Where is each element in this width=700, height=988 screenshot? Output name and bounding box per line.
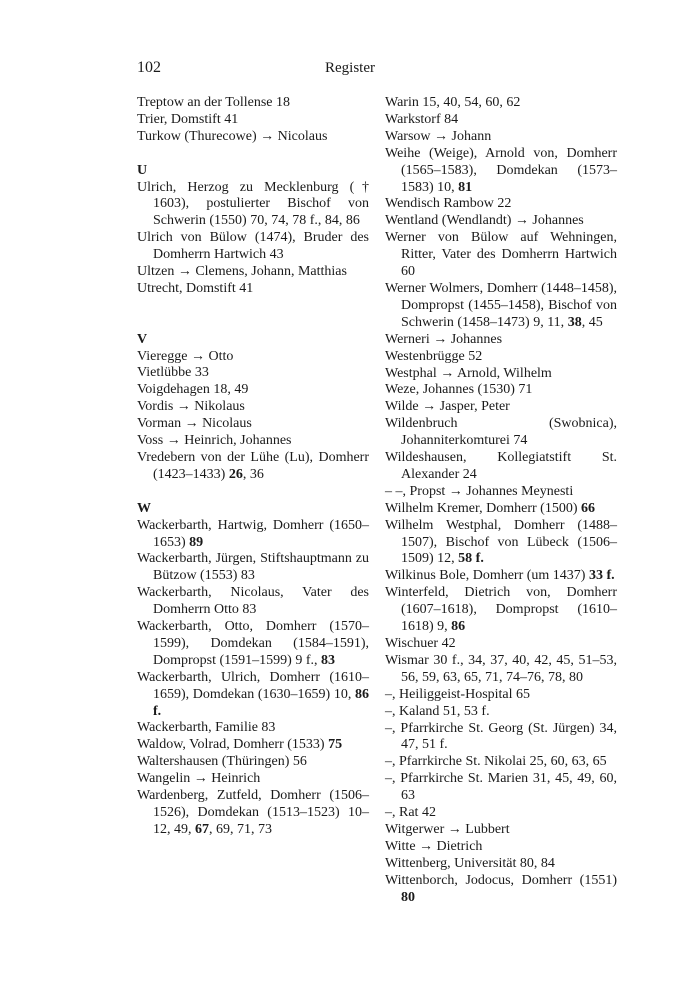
index-entry bbox=[385, 95, 617, 112]
index-entry bbox=[137, 720, 369, 737]
index-entry bbox=[385, 822, 617, 839]
entry-text: Warin 15, 40, 54, 60, 62 bbox=[385, 95, 521, 110]
entry-text: Wentland (Wendlandt) → Johannes bbox=[385, 213, 584, 229]
entry-text: Wittenborch, Jodocus, Domherr (1551) bbox=[385, 872, 617, 888]
index-entry bbox=[385, 856, 617, 873]
index-entry bbox=[137, 281, 369, 298]
entry-page-ref-primary: 26 bbox=[228, 466, 243, 482]
index-entry bbox=[385, 636, 617, 653]
index-entry bbox=[385, 873, 617, 907]
index-entry bbox=[137, 619, 369, 670]
entry-text: Wackerbarth, Familie 83 bbox=[137, 720, 276, 736]
entry-text: Waldow, Volrad, Domherr (1533) bbox=[137, 737, 329, 753]
section-letter-heading: V bbox=[137, 331, 148, 347]
entry-text: Wismar 30 f., 34, 37, 40, 42, 45, 51–53, 56, 59, 63, 65, 71, 74–76, 78, 80 bbox=[385, 652, 617, 685]
entry-text: , 69, 71, 73 bbox=[209, 821, 272, 837]
section-spacer bbox=[137, 298, 369, 315]
entry-text: Warkstorf 84 bbox=[385, 111, 459, 127]
entry-text: Weze, Johannes (1530) 71 bbox=[385, 382, 533, 398]
index-entry bbox=[385, 518, 617, 569]
index-entry bbox=[385, 771, 617, 805]
entry-text: Wangelin → Heinrich bbox=[137, 771, 261, 787]
entry-text: –, Heiliggeist-Hospital 65 bbox=[385, 686, 531, 702]
entry-text: Ulrich von Bülow (1474), Bruder des Domherrn Hartwich 43 bbox=[137, 230, 369, 263]
index-entry bbox=[137, 230, 369, 264]
entry-text: Werner Wolmers, Domherr (1448–1458), Dompropst (1455–1458), Bischof von Schwerin (1458–1473) 9, 11, bbox=[385, 280, 617, 330]
index-entry bbox=[385, 754, 617, 771]
entry-page-ref-primary: 58 f. bbox=[458, 551, 484, 567]
index-entry bbox=[385, 146, 617, 197]
entry-page-ref-primary: 83 bbox=[321, 652, 335, 668]
entry-text: Turkow (Thurecowe) → Nicolaus bbox=[137, 128, 328, 144]
entry-text: Wilkinus Bole, Domherr (um 1437) bbox=[385, 568, 589, 584]
entry-text: Witte → Dietrich bbox=[385, 838, 483, 854]
entry-text: Weihe (Weige), Arnold von, Domherr (1565–1583), Domdekan (1573–1583) 10, bbox=[385, 145, 617, 195]
entry-text: , 45 bbox=[581, 314, 603, 330]
index-entry bbox=[385, 332, 617, 349]
index-entry bbox=[385, 805, 617, 822]
entry-page-ref-primary: 80 bbox=[401, 889, 415, 905]
index-column-left bbox=[137, 95, 369, 839]
index-entry bbox=[385, 568, 617, 585]
page-number: 102 bbox=[137, 59, 161, 76]
entry-page-ref-primary: 38 bbox=[567, 314, 582, 330]
entry-text: Wackerbarth, Hartwig, Domherr (1650–1653) bbox=[137, 517, 369, 550]
entry-text: –, Rat 42 bbox=[385, 805, 436, 821]
entry-page-ref-primary: 33 f. bbox=[588, 568, 615, 584]
index-column-right bbox=[385, 95, 617, 907]
index-entry bbox=[385, 501, 617, 518]
index-entry bbox=[137, 450, 369, 484]
entry-text: Wilhelm Kremer, Domherr (1500) bbox=[385, 500, 581, 516]
entry-text: Ulrich, Herzog zu Mecklenburg († 1603), postulierter Bischof von Schwerin (1550) 70, 74, 78 f., 84, 86 bbox=[137, 179, 369, 229]
index-entry bbox=[385, 129, 617, 146]
entry-page-ref-primary: 67 bbox=[195, 821, 209, 837]
index-entry bbox=[385, 213, 617, 230]
entry-text: Wackerbarth, Nicolaus, Vater des Domherrn Otto 83 bbox=[137, 585, 369, 618]
index-entry bbox=[137, 382, 369, 399]
entry-text: – –, Propst → Johannes Meynesti bbox=[385, 483, 574, 499]
index-entry bbox=[385, 416, 617, 450]
index-entry bbox=[137, 416, 369, 433]
index-entry bbox=[137, 129, 369, 146]
entry-text: –, Kaland 51, 53 f. bbox=[385, 703, 490, 719]
entry-page-ref-primary: 66 bbox=[580, 500, 595, 516]
entry-text: Wilde → Jasper, Peter bbox=[385, 399, 510, 415]
index-entry bbox=[137, 264, 369, 281]
entry-page-ref-primary: 75 bbox=[328, 737, 343, 753]
entry-page-ref-primary: 86 f. bbox=[153, 686, 369, 719]
index-entry bbox=[385, 281, 617, 332]
entry-text: Wackerbarth, Ulrich, Domherr (1610–1659), Domdekan (1630–1659) 10, bbox=[137, 669, 369, 702]
index-entry bbox=[385, 349, 617, 366]
index-entry bbox=[385, 839, 617, 856]
entry-text: Waltershausen (Thüringen) 56 bbox=[137, 754, 307, 770]
section-spacer bbox=[137, 315, 369, 332]
index-entry bbox=[385, 687, 617, 704]
entry-text: Vieregge → Otto bbox=[137, 348, 234, 364]
index-entry bbox=[385, 450, 617, 484]
index-entry bbox=[385, 653, 617, 687]
entry-text: Wildenbruch (Swobnica), Johanniterkomturei 74 bbox=[385, 416, 617, 449]
entry-text: Ultzen → Clemens, Johann, Matthias bbox=[137, 264, 347, 280]
entry-text: , 36 bbox=[242, 466, 264, 482]
entry-text: Voss → Heinrich, Johannes bbox=[137, 433, 292, 449]
entry-text: Vietlübbe 33 bbox=[137, 365, 209, 381]
entry-text: Vordis → Nikolaus bbox=[137, 399, 245, 415]
entry-text: Winterfeld, Dietrich von, Domherr (1607–1618), Dompropst (1610–1618) 9, bbox=[385, 585, 617, 635]
entry-text: –, Pfarrkirche St. Georg (St. Jürgen) 34, 47, 51 f. bbox=[385, 720, 617, 753]
index-entry bbox=[385, 196, 617, 213]
index-entry bbox=[137, 771, 369, 788]
entry-text: Vorman → Nicolaus bbox=[137, 416, 252, 432]
index-entry bbox=[137, 95, 369, 112]
entry-page-ref-primary: 86 bbox=[451, 619, 466, 635]
entry-text: Witgerwer → Lubbert bbox=[385, 821, 510, 837]
index-entry bbox=[137, 551, 369, 585]
section-letter-heading: W bbox=[137, 500, 151, 516]
entry-text: Treptow an der Tollense 18 bbox=[137, 95, 291, 110]
index-entry bbox=[385, 112, 617, 129]
index-entry bbox=[385, 721, 617, 755]
index-entry bbox=[385, 230, 617, 281]
index-entry bbox=[137, 585, 369, 619]
index-entry bbox=[137, 180, 369, 231]
entry-text: Wischuer 42 bbox=[385, 636, 456, 651]
index-entry bbox=[137, 433, 369, 450]
entry-page-ref-primary: 89 bbox=[189, 534, 204, 550]
entry-page-ref-primary: 81 bbox=[458, 179, 473, 195]
entry-text: Voigdehagen 18, 49 bbox=[137, 382, 249, 398]
entry-text: Wildeshausen, Kollegiatstift St. Alexander 24 bbox=[385, 450, 617, 482]
section-spacer bbox=[137, 146, 369, 163]
index-entry bbox=[385, 366, 617, 383]
entry-text: Westenbrügge 52 bbox=[385, 348, 483, 364]
entry-text: –, Pfarrkirche St. Marien 31, 45, 49, 60, 63 bbox=[385, 771, 617, 804]
index-entry bbox=[137, 737, 369, 754]
entry-text: Wendisch Rambow 22 bbox=[385, 196, 512, 212]
entry-text: Werner von Bülow auf Wehningen, Ritter, Vater des Domherrn Hartwich 60 bbox=[385, 230, 617, 280]
entry-text: Wilhelm Westphal, Domherr (1488–1507), Bischof von Lübeck (1506–1509) 12, bbox=[385, 517, 617, 567]
entry-text: Wittenberg, Universität 80, 84 bbox=[385, 855, 555, 871]
entry-text: Westphal → Arnold, Wilhelm bbox=[385, 365, 552, 381]
entry-text: Warsow → Johann bbox=[385, 128, 492, 144]
entry-text: –, Pfarrkirche St. Nikolai 25, 60, 63, 65 bbox=[385, 754, 607, 770]
entry-text: Wardenberg, Zutfeld, Domherr (1506–1526), Domdekan (1513–1523) 10–12, 49, bbox=[137, 788, 369, 837]
section-letter-heading: U bbox=[137, 162, 148, 178]
index-entry bbox=[137, 518, 369, 552]
entry-text: Wackerbarth, Otto, Domherr (1570–1599), Domdekan (1584–1591), Dompropst (1591–1599) 9 f., bbox=[137, 619, 369, 668]
index-entry bbox=[137, 112, 369, 129]
index-entry bbox=[385, 704, 617, 721]
index-entry bbox=[385, 382, 617, 399]
index-entry bbox=[137, 670, 369, 721]
index-entry bbox=[137, 754, 369, 771]
entry-text: Vredebern von der Lühe (Lu), Domherr (1423–1433) bbox=[137, 449, 369, 482]
entry-text: Wackerbarth, Jürgen, Stiftshauptmann zu Bützow (1553) 83 bbox=[137, 551, 369, 584]
index-entry bbox=[137, 399, 369, 416]
index-entry bbox=[385, 585, 617, 636]
index-entry bbox=[137, 365, 369, 382]
entry-text: Trier, Domstift 41 bbox=[137, 111, 239, 127]
index-entry bbox=[137, 788, 369, 839]
index-entry bbox=[385, 399, 617, 416]
index-entry bbox=[137, 349, 369, 366]
index-entry bbox=[385, 484, 617, 501]
entry-text: Utrecht, Domstift 41 bbox=[137, 280, 254, 296]
entry-text: Werneri → Johannes bbox=[385, 331, 503, 347]
section-spacer bbox=[137, 484, 369, 501]
running-head: Register bbox=[325, 60, 375, 76]
